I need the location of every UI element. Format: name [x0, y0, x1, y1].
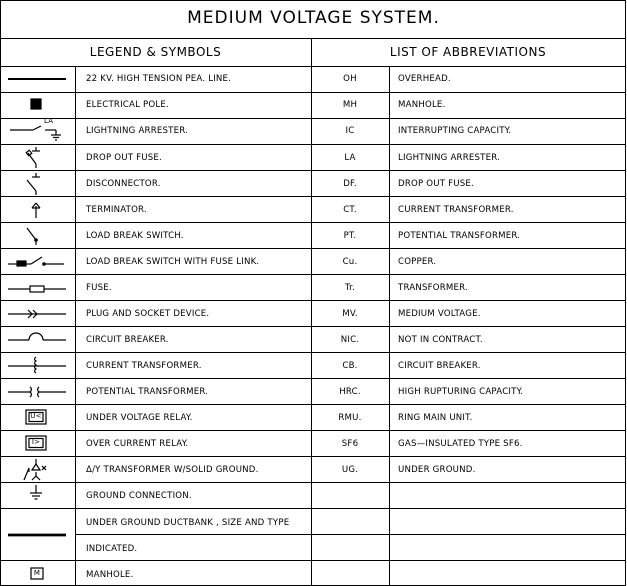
abbreviation-code: HRC.: [339, 387, 361, 397]
abbreviation-meaning: OVERHEAD.: [398, 74, 451, 84]
abbreviation-meaning: INTERRUPTING CAPACITY.: [398, 126, 512, 136]
abbreviation-meaning: COPPER.: [398, 257, 437, 267]
oc-relay-icon-label: I>: [31, 438, 41, 446]
legend-item: CURRENT TRANSFORMER.: [86, 361, 202, 371]
abbreviation-code: OH: [343, 74, 357, 84]
abbreviation-meaning: UNDER GROUND.: [398, 465, 476, 475]
abbreviation-code: LA: [344, 153, 356, 163]
abbreviation-code: CT.: [343, 205, 357, 215]
disconnector-icon: [27, 173, 40, 195]
legend-item: CIRCUIT BREAKER.: [86, 335, 169, 345]
electrical-pole-icon: [31, 99, 41, 109]
abbreviation-code: MH: [342, 100, 358, 110]
legend-item: INDICATED.: [86, 544, 138, 554]
ground-icon: [30, 485, 42, 499]
delta-wye-transformer-icon: [24, 459, 46, 480]
abbreviation-meaning: DROP OUT FUSE.: [398, 179, 474, 189]
potential-transformer-icon: [8, 387, 66, 397]
abbreviation-code: Tr.: [344, 283, 356, 293]
legend-item: LOAD BREAK SWITCH.: [86, 231, 184, 241]
abbreviation-meaning: GAS—INSULATED TYPE SF6.: [398, 439, 523, 449]
load-break-switch-icon: [27, 228, 37, 245]
abbreviation-code: MV.: [342, 309, 358, 319]
legend-item: FUSE.: [86, 283, 112, 293]
abbreviation-meaning: MANHOLE.: [398, 100, 446, 110]
arrester-icon-label: LA: [44, 117, 54, 125]
legend-item: UNDER GROUND DUCTBANK , SIZE AND TYPE: [86, 518, 290, 528]
abbreviation-code: CB.: [342, 361, 358, 371]
page-title: MEDIUM VOLTAGE SYSTEM.: [187, 8, 440, 28]
uv-relay-icon-label: U<: [30, 412, 42, 420]
plug-socket-icon: [8, 310, 66, 318]
legend-item: OVER CURRENT RELAY.: [86, 439, 189, 449]
legend-item: PLUG AND SOCKET DEVICE.: [86, 309, 210, 319]
abbreviations-header: LIST OF ABBREVIATIONS: [389, 45, 547, 59]
abbreviation-meaning: TRANSFORMER.: [398, 283, 468, 293]
current-transformer-icon: [8, 357, 66, 373]
legend-item: DROP OUT FUSE.: [86, 153, 162, 163]
legend-item: DISCONNECTOR.: [86, 179, 161, 189]
legend-item: Δ/Y TRANSFORMER W/SOLID GROUND.: [86, 465, 259, 475]
abbreviation-code: UG.: [341, 465, 359, 475]
abbreviation-meaning: CIRCUIT BREAKER.: [398, 361, 481, 371]
abbreviation-code: NIC.: [340, 335, 360, 345]
legend-item: POTENTIAL TRANSFORMER.: [86, 387, 209, 397]
abbreviation-code: DF.: [343, 179, 357, 189]
circuit-breaker-icon: [8, 333, 66, 340]
abbreviation-meaning: MEDIUM VOLTAGE.: [398, 309, 481, 319]
lightning-arrester-icon: [10, 126, 61, 140]
drop-out-fuse-icon: [26, 147, 40, 168]
abbreviation-meaning: HIGH RUPTURING CAPACITY.: [398, 387, 524, 397]
abbreviation-meaning: POTENTIAL TRANSFORMER.: [398, 231, 521, 241]
manhole-icon-label: M: [33, 569, 41, 577]
abbreviation-meaning: CURRENT TRANSFORMER.: [398, 205, 514, 215]
abbreviation-meaning: LIGHTNING ARRESTER.: [398, 153, 501, 163]
abbreviation-code: IC: [345, 126, 355, 136]
terminator-icon: [32, 203, 40, 218]
load-break-switch-fuse-icon: [8, 257, 64, 266]
abbreviation-code: PT.: [343, 231, 357, 241]
abbreviation-code: Cu.: [342, 257, 358, 267]
legend-item: ELECTRICAL POLE.: [86, 100, 169, 110]
legend-item: UNDER VOLTAGE RELAY.: [86, 413, 193, 423]
fuse-icon: [8, 286, 66, 292]
legend-item: 22 KV. HIGH TENSION PEA. LINE.: [86, 74, 232, 84]
abbreviation-meaning: RING MAIN UNIT.: [398, 413, 473, 423]
abbreviation-code: RMU.: [338, 413, 362, 423]
legend-header: LEGEND & SYMBOLS: [89, 45, 222, 59]
abbreviation-code: SF6: [341, 439, 359, 449]
legend-item: LOAD BREAK SWITCH WITH FUSE LINK.: [86, 257, 260, 267]
legend-item: TERMINATOR.: [86, 205, 147, 215]
legend-item: MANHOLE.: [86, 570, 134, 580]
legend-item: GROUND CONNECTION.: [86, 491, 192, 501]
abbreviation-meaning: NOT IN CONTRACT.: [398, 335, 483, 345]
legend-item: LIGHTNING ARRESTER.: [86, 126, 189, 136]
